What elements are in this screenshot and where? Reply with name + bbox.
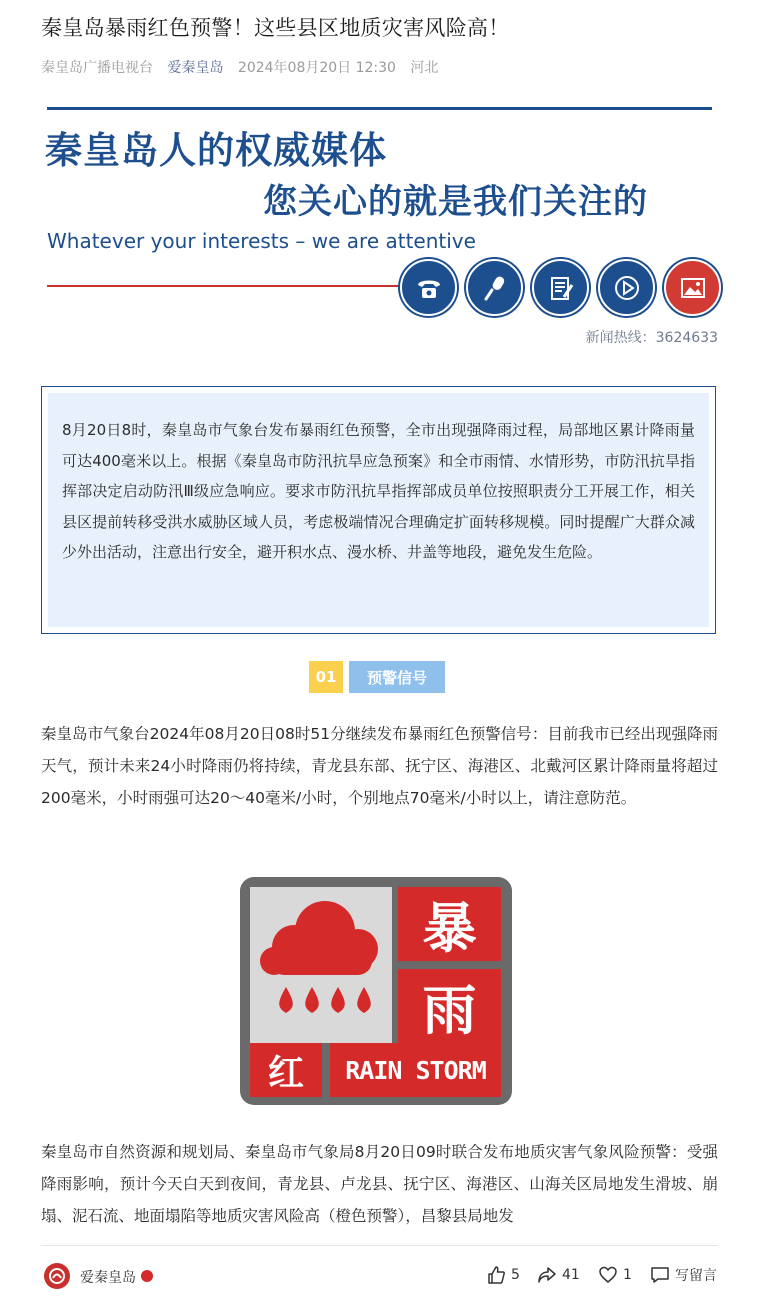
microphone-icon (466, 259, 523, 316)
account-link[interactable]: 爱秦皇岛 (167, 60, 224, 76)
play-icon (598, 259, 655, 316)
share-icon (537, 1265, 557, 1285)
publish-location: 河北 (410, 60, 439, 76)
like-button[interactable] (486, 1265, 520, 1285)
thumbs-up-icon (486, 1265, 506, 1285)
sign-english: RAIN STORM (330, 1043, 501, 1097)
banner-headline-2: 您关心的就是我们关注的 (263, 182, 648, 222)
banner-red-line (47, 285, 407, 287)
account-name[interactable]: 爱秦皇岛 (80, 1270, 136, 1286)
share-button[interactable] (537, 1265, 580, 1285)
divider (41, 1245, 718, 1246)
favorite-count: 1 (623, 1267, 632, 1283)
share-count: 41 (562, 1267, 580, 1283)
banner-english-slogan: Whatever your interests – we are attentive (47, 229, 476, 253)
heart-icon (598, 1265, 618, 1285)
verified-badge-icon (141, 1270, 153, 1282)
rainstorm-red-warning-sign (240, 877, 512, 1105)
news-hotline: 新闻热线：3624633 (585, 330, 718, 346)
source-name: 秦皇岛广播电视台 (41, 60, 153, 76)
article-meta (41, 57, 448, 77)
article-paragraph: 秦皇岛市气象台2024年08月20日08时51分继续发布暴雨红色预警信号：目前我市已经出现强降雨天气，预计未来24小时降雨仍将持续，青龙县东部、抚宁区、海港区、北戴河区累计降雨量将超过200毫米，小时雨强可达20～40毫米/小时，个别地点70毫米/小时以上，请注意防范。 (41, 725, 718, 807)
comment-button[interactable] (650, 1265, 717, 1285)
image-icon (664, 259, 721, 316)
sign-char-rain: 雨 (398, 969, 501, 1043)
media-banner (41, 100, 718, 350)
document-icon (532, 259, 589, 316)
notice-text: 8月20日8时，秦皇岛市气象台发布暴雨红色预警，全市出现强降雨过程，局部地区累计降雨量可达400毫米以上。根据《秦皇岛市防汛抗旱应急预案》和全市雨情、水情形势，市防汛抗旱指挥部决定启动防汛Ⅲ级应急响应。要求市防汛抗旱指挥部成员单位按照职责分工开展工作，相关县区提前转移受洪水威胁区域人员，考虑极端情况合理确定扩面转移规模。同时提醒广大群众减少外出活动，注意出行安全，避开积水点、漫水桥、井盖等地段，避免发生危险。 (62, 421, 695, 561)
rain-cloud-icon (250, 887, 392, 1043)
banner-headline-1: 秦皇岛人的权威媒体 (45, 128, 387, 172)
article-title: 秦皇岛暴雨红色预警！这些县区地质灾害风险高！ (41, 16, 510, 40)
comment-icon (650, 1265, 670, 1285)
phone-icon (400, 259, 457, 316)
banner-top-line (47, 107, 712, 110)
section-heading (309, 661, 445, 693)
comment-label: 写留言 (675, 1268, 717, 1284)
sign-level: 红 (250, 1043, 322, 1097)
notice-box (41, 386, 716, 634)
sign-char-storm: 暴 (398, 887, 501, 961)
section-label: 预警信号 (349, 661, 445, 693)
like-count: 5 (511, 1267, 520, 1283)
article-paragraph: 秦皇岛市自然资源和规划局、秦皇岛市气象局8月20日09时联合发布地质灾害气象风险预警：受强降雨影响，预计今天白天到夜间，青龙县、卢龙县、抚宁区、海港区、山海关区局地发生滑坡、崩塌、泥石流、地面塌陷等地质灾害风险高（橙色预警），昌黎县局地发 (41, 1143, 718, 1225)
publish-time: 2024年08月20日 12:30 (237, 60, 396, 76)
banner-icons (400, 259, 721, 316)
section-number: 01 (309, 661, 343, 693)
account-avatar[interactable] (44, 1263, 70, 1289)
bottom-action-bar (0, 1245, 781, 1299)
favorite-button[interactable] (598, 1265, 632, 1285)
